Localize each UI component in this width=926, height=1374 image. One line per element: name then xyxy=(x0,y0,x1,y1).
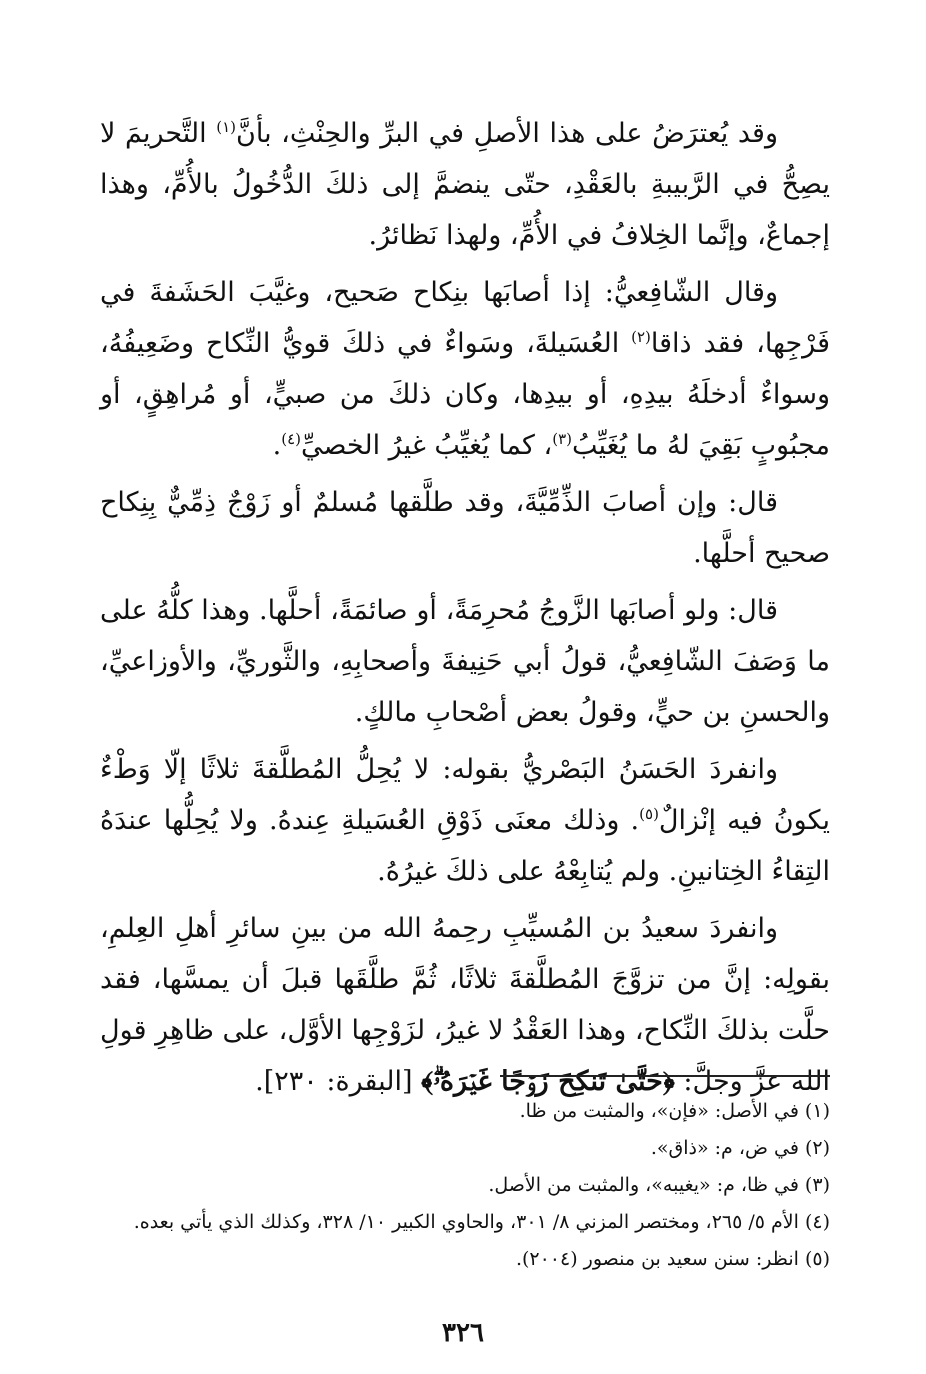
footnote-4: (٤) الأم ٥/ ٢٦٥، ومختصر المزني ٨/ ٣٠١، والحاوي الكبير ١٠/ ٣٢٨، وكذلك الذي يأتي بعده. xyxy=(133,1211,830,1233)
page-number: ٣٢٦ xyxy=(442,1318,484,1348)
verse-reference: [البقرة: ٢٣٠]. xyxy=(255,1066,422,1097)
paragraph-5-text-cont: . وذلك معنَى ذَوْقِ العُسَيلةِ عِندهُ. ولا يُحِلُّها عندَهُ التِقاءُ الخِتانينِ. ولم يُتابِعْهُ على ذلكَ غيرُهُ. xyxy=(100,805,830,887)
main-text xyxy=(100,108,830,1107)
footnote-3: (٣) في ظا، م: «يغيبه»، والمثبت من الأصل. xyxy=(488,1174,830,1196)
footnote-1: (١) في الأصل: «فإن»، والمثبت من ظا. xyxy=(519,1100,830,1122)
footnote-ref-1: (١) xyxy=(216,118,237,136)
quran-verse: ﴿حَتَّىٰ تَنكِحَ زَوۡجًا غَيۡرَهُۥۗ﴾ xyxy=(421,1066,675,1097)
paragraph-1-text-cont: التَّحريمَ لا يصِحُّ في الرَّبيبةِ بالعَقْدِ، حتّى ينضمَّ إلى ذلكَ الدُّخُولُ بالأُمِّ، وهذا إجماعٌ، وإنَّما الخِلافُ في الأُمِّ، ولهذا نَظائرُ. xyxy=(100,118,830,251)
paragraph-2-text-cont2: ، كما يُغيِّبُ غيرُ الخصيِّ xyxy=(301,430,553,461)
footnote-ref-3: (٣) xyxy=(552,430,572,448)
footnotes xyxy=(100,1093,830,1278)
paragraph-6-text: وانفردَ سعيدُ بن المُسيِّبِ رحِمهُ الله من بينِ سائرِ أهلِ العِلمِ، بقولِه: إنَّ من تزوَّجَ المُطلَّقةَ ثلاثًا، ثُمَّ طلَّقَها قبلَ أن يمسَّها، فقد حلَّت بذلكَ النِّكاح، وهذا العَقْدُ لا غيرُ، لزَوْجِها الأوَّل، على ظاهِرِ قولِ الله عزَّ وجلَّ: xyxy=(100,913,830,1097)
paragraph-3-text: قال: وإن أصابَ الذِّمِّيَّةَ، وقد طلَّقها مُسلمٌ أو زَوْجٌ ذِمِّيٌّ بِنِكاح صحيح أحلَّها. xyxy=(100,487,830,569)
footnote-divider xyxy=(500,1075,830,1077)
footnote-5: (٥) انظر: سنن سعيد بن منصور (٢٠٠٤). xyxy=(515,1248,830,1270)
paragraph-2 xyxy=(100,267,830,471)
footnote-ref-5: (٥) xyxy=(639,805,659,823)
paragraph-3 xyxy=(100,477,830,579)
paragraph-1 xyxy=(100,108,830,261)
paragraph-2-text: وقال الشّافِعيُّ: إذا أصابَها بنِكاح صَحيح، وغيَّبَ الحَشَفةَ في فَرْجِها، فقد ذاقا xyxy=(100,277,830,359)
paragraph-1-text: وقد يُعترَضُ على هذا الأصلِ في البرِّ والحِنْثِ، بأنَّ xyxy=(236,118,778,149)
paragraph-4-text: قال: ولو أصابَها الزَّوجُ مُحرِمَةً، أو صائمَةً، أحلَّها. وهذا كلُّهُ على ما وَصَفَ الشّافِعيُّ، قولُ أبي حَنِيفةَ وأصحابِهِ، والثَّوريِّ، والأوزاعيِّ، والحسنِ بن حيٍّ، وقولُ بعض أصْحابِ مالكٍ. xyxy=(100,595,830,728)
paragraph-4 xyxy=(100,585,830,738)
paragraph-5-text: وانفردَ الحَسَنُ البَصْريُّ بقوله: لا يُحِلُّ المُطلَّقةَ ثلاثًا إلّا وَطْءٌ يكونُ فيه إنْزالٌ xyxy=(100,754,830,836)
footnote-ref-2: (٢) xyxy=(631,328,651,346)
paragraph-2-text-end: . xyxy=(272,430,282,461)
paragraph-2-text-cont: العُسَيلةَ، وسَواءٌ في ذلكَ قويُّ النِّكاح وضَعِيفُهُ، وسواءٌ أدخلَهُ بيدِهِ، أو بيدِها، وكان ذلكَ من صبيٍّ، أو مُراهِقٍ، أو مجبُوبٍ بَقِيَ لهُ ما يُغَيِّبُ xyxy=(100,328,830,461)
paragraph-5 xyxy=(100,744,830,897)
footnote-2: (٢) في ض، م: «ذاق». xyxy=(650,1137,830,1159)
footnote-ref-4: (٤) xyxy=(281,430,302,448)
